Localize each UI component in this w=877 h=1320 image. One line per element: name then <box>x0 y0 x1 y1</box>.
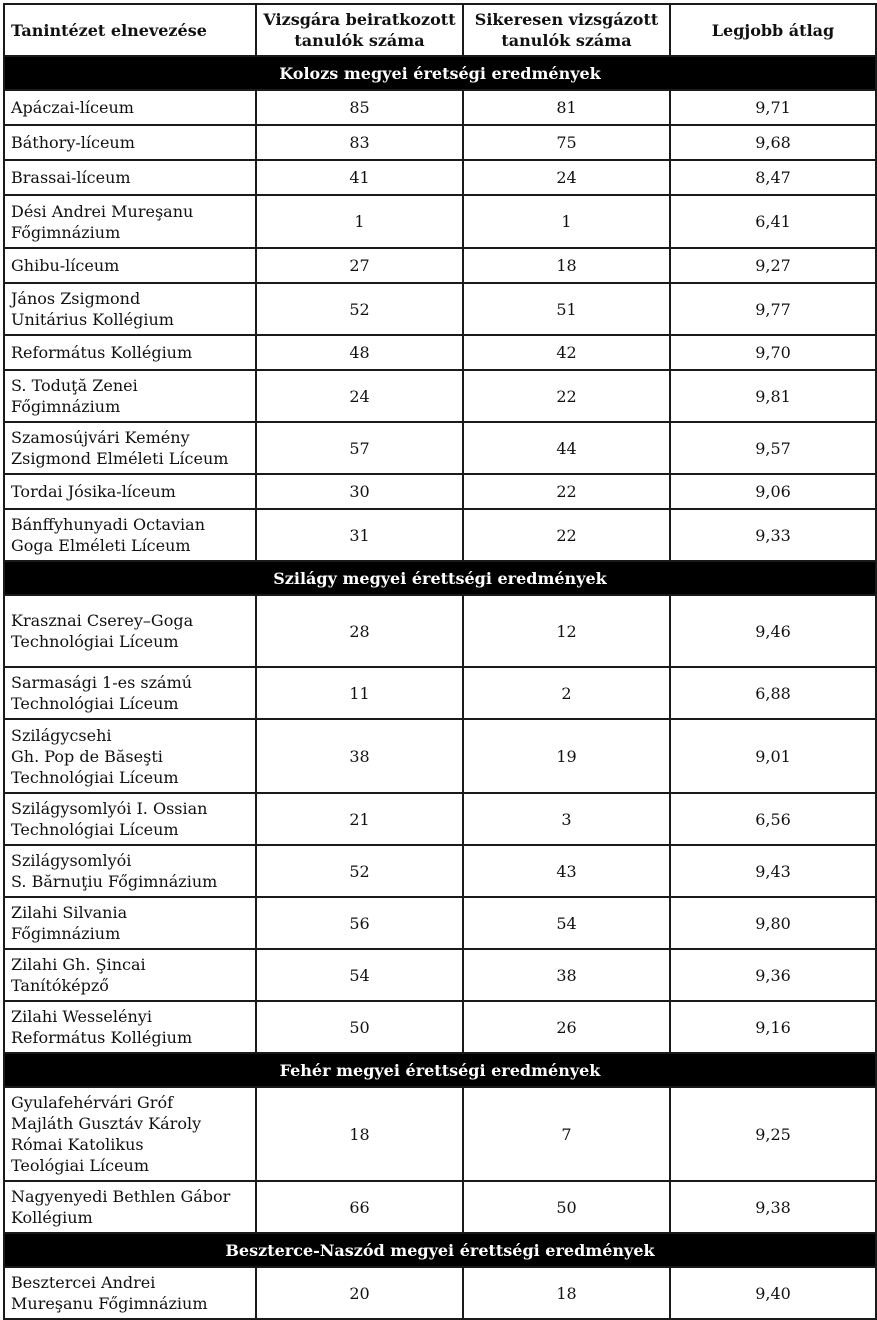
passed-count-cell: 43 <box>463 845 670 897</box>
school-name-cell: János Zsigmond Unitárius Kollégium <box>4 283 256 335</box>
header-best-average: Legjobb átlag <box>670 4 876 56</box>
table-row <box>4 1181 876 1233</box>
best-average-cell: 9,57 <box>670 422 876 474</box>
school-name-cell: Gyulafehérvári Gróf Majláth Gusztáv Károly Római Katolikus Teológiai Líceum <box>4 1087 256 1181</box>
school-name-cell: Nagyenyedi Bethlen Gábor Kollégium <box>4 1181 256 1233</box>
best-average-cell: 9,38 <box>670 1181 876 1233</box>
passed-count-cell: 26 <box>463 1001 670 1053</box>
best-average-cell: 9,33 <box>670 509 876 561</box>
enrolled-count-cell: 56 <box>256 897 463 949</box>
table-row <box>4 845 876 897</box>
table-row <box>4 667 876 719</box>
best-average-cell: 9,25 <box>670 1087 876 1181</box>
school-name-cell: Báthory-líceum <box>4 125 256 160</box>
passed-count-cell: 18 <box>463 248 670 283</box>
enrolled-count-cell: 11 <box>256 667 463 719</box>
enrolled-count-cell: 31 <box>256 509 463 561</box>
enrolled-count-cell: 83 <box>256 125 463 160</box>
enrolled-count-cell: 66 <box>256 1181 463 1233</box>
school-name-cell: S. Toduţă Zenei Főgimnázium <box>4 370 256 422</box>
passed-count-cell: 22 <box>463 370 670 422</box>
enrolled-count-cell: 28 <box>256 595 463 667</box>
header-passed: Sikeresen vizsgázott tanulók száma <box>463 4 670 56</box>
table-row <box>4 949 876 1001</box>
school-name-cell: Besztercei Andrei Mureşanu Főgimnázium <box>4 1267 256 1319</box>
best-average-cell: 9,68 <box>670 125 876 160</box>
passed-count-cell: 2 <box>463 667 670 719</box>
enrolled-count-cell: 24 <box>256 370 463 422</box>
enrolled-count-cell: 20 <box>256 1267 463 1319</box>
school-name-cell: Református Kollégium <box>4 335 256 370</box>
table-row <box>4 474 876 509</box>
enrolled-count-cell: 85 <box>256 90 463 125</box>
school-name-cell: Szamosújvári Kemény Zsigmond Elméleti Líceum <box>4 422 256 474</box>
enrolled-count-cell: 27 <box>256 248 463 283</box>
passed-count-cell: 12 <box>463 595 670 667</box>
enrolled-count-cell: 48 <box>256 335 463 370</box>
passed-count-cell: 54 <box>463 897 670 949</box>
section-header-row <box>4 561 876 595</box>
header-row <box>4 4 876 56</box>
school-name-cell: Ghibu-líceum <box>4 248 256 283</box>
enrolled-count-cell: 54 <box>256 949 463 1001</box>
passed-count-cell: 3 <box>463 793 670 845</box>
passed-count-cell: 22 <box>463 509 670 561</box>
best-average-cell: 9,16 <box>670 1001 876 1053</box>
table-row <box>4 195 876 248</box>
passed-count-cell: 51 <box>463 283 670 335</box>
table-row <box>4 125 876 160</box>
best-average-cell: 9,01 <box>670 719 876 793</box>
passed-count-cell: 22 <box>463 474 670 509</box>
enrolled-count-cell: 1 <box>256 195 463 248</box>
passed-count-cell: 44 <box>463 422 670 474</box>
section-title: Beszterce-Naszód megyei érettségi eredmények <box>4 1233 876 1267</box>
table-row <box>4 422 876 474</box>
enrolled-count-cell: 38 <box>256 719 463 793</box>
table-row <box>4 248 876 283</box>
passed-count-cell: 18 <box>463 1267 670 1319</box>
passed-count-cell: 50 <box>463 1181 670 1233</box>
section-header-row <box>4 1233 876 1267</box>
passed-count-cell: 24 <box>463 160 670 195</box>
table-row <box>4 595 876 667</box>
section-title: Fehér megyei érettségi eredmények <box>4 1053 876 1087</box>
school-name-cell: Krasznai Cserey–Goga Technológiai Líceum <box>4 595 256 667</box>
school-name-cell: Brassai-líceum <box>4 160 256 195</box>
passed-count-cell: 81 <box>463 90 670 125</box>
school-name-cell: Szilágysomlyói I. Ossian Technológiai Líceum <box>4 793 256 845</box>
school-name-cell: Zilahi Gh. Şincai Tanítóképző <box>4 949 256 1001</box>
table-row <box>4 1087 876 1181</box>
results-table <box>3 3 877 1320</box>
best-average-cell: 9,06 <box>670 474 876 509</box>
school-name-cell: Szilágycsehi Gh. Pop de Băseşti Technológiai Líceum <box>4 719 256 793</box>
section-title: Kolozs megyei éretségi eredmények <box>4 56 876 90</box>
school-name-cell: Tordai Jósika-líceum <box>4 474 256 509</box>
enrolled-count-cell: 30 <box>256 474 463 509</box>
best-average-cell: 9,40 <box>670 1267 876 1319</box>
enrolled-count-cell: 57 <box>256 422 463 474</box>
section-title: Szilágy megyei érettségi eredmények <box>4 561 876 595</box>
passed-count-cell: 1 <box>463 195 670 248</box>
enrolled-count-cell: 50 <box>256 1001 463 1053</box>
passed-count-cell: 19 <box>463 719 670 793</box>
section-header-row <box>4 56 876 90</box>
table-row <box>4 897 876 949</box>
school-name-cell: Zilahi Silvania Főgimnázium <box>4 897 256 949</box>
enrolled-count-cell: 52 <box>256 845 463 897</box>
best-average-cell: 9,80 <box>670 897 876 949</box>
section-header-row <box>4 1053 876 1087</box>
table-row <box>4 90 876 125</box>
passed-count-cell: 38 <box>463 949 670 1001</box>
table-row <box>4 719 876 793</box>
passed-count-cell: 42 <box>463 335 670 370</box>
enrolled-count-cell: 41 <box>256 160 463 195</box>
school-name-cell: Sarmasági 1-es számú Technológiai Líceum <box>4 667 256 719</box>
school-name-cell: Apáczai-líceum <box>4 90 256 125</box>
best-average-cell: 9,81 <box>670 370 876 422</box>
best-average-cell: 9,36 <box>670 949 876 1001</box>
table-row <box>4 283 876 335</box>
table-row <box>4 509 876 561</box>
table-row <box>4 1267 876 1319</box>
header-enrolled: Vizsgára beiratkozott tanulók száma <box>256 4 463 56</box>
table-row <box>4 370 876 422</box>
table-row <box>4 335 876 370</box>
best-average-cell: 9,71 <box>670 90 876 125</box>
best-average-cell: 9,77 <box>670 283 876 335</box>
best-average-cell: 9,70 <box>670 335 876 370</box>
passed-count-cell: 7 <box>463 1087 670 1181</box>
passed-count-cell: 75 <box>463 125 670 160</box>
best-average-cell: 9,46 <box>670 595 876 667</box>
table-row <box>4 793 876 845</box>
header-school-name: Tanintézet elnevezése <box>4 4 256 56</box>
school-name-cell: Szilágysomlyói S. Bărnuţiu Főgimnázium <box>4 845 256 897</box>
best-average-cell: 6,41 <box>670 195 876 248</box>
school-name-cell: Dési Andrei Mureşanu Főgimnázium <box>4 195 256 248</box>
best-average-cell: 9,43 <box>670 845 876 897</box>
school-name-cell: Bánffyhunyadi Octavian Goga Elméleti Líceum <box>4 509 256 561</box>
best-average-cell: 6,56 <box>670 793 876 845</box>
enrolled-count-cell: 18 <box>256 1087 463 1181</box>
best-average-cell: 8,47 <box>670 160 876 195</box>
enrolled-count-cell: 21 <box>256 793 463 845</box>
enrolled-count-cell: 52 <box>256 283 463 335</box>
school-name-cell: Zilahi Wesselényi Református Kollégium <box>4 1001 256 1053</box>
best-average-cell: 9,27 <box>670 248 876 283</box>
best-average-cell: 6,88 <box>670 667 876 719</box>
table-row <box>4 160 876 195</box>
table-row <box>4 1001 876 1053</box>
table-body <box>4 56 876 1319</box>
